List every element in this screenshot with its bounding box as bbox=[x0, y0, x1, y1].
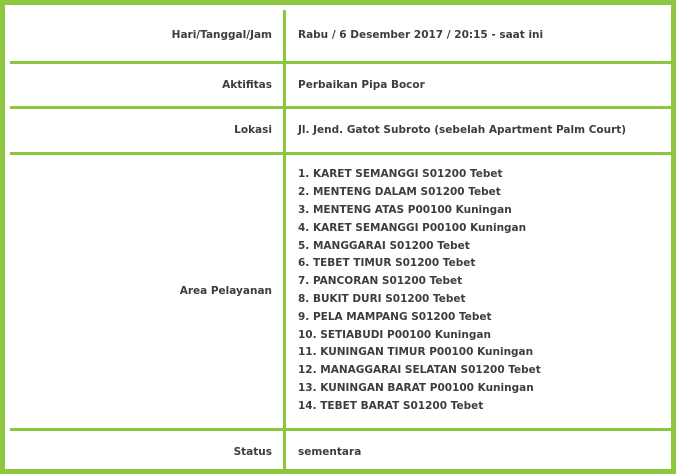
info-table bbox=[10, 10, 676, 474]
list-item: 13. KUNINGAN BARAT P00100 Kuningan bbox=[298, 381, 534, 394]
list-item: 8. BUKIT DURI S01200 Tebet bbox=[298, 293, 466, 305]
location-label: Lokasi bbox=[10, 107, 285, 153]
list-item: 9. PELA MAMPANG S01200 Tebet bbox=[298, 310, 492, 323]
service-area-list bbox=[298, 166, 676, 415]
list-item: 5. MANGGARAI S01200 Tebet bbox=[298, 239, 470, 252]
list-item: 6. TEBET TIMUR S01200 Tebet bbox=[298, 257, 476, 270]
activity-label: Aktifitas bbox=[10, 62, 285, 107]
list-item: 11. KUNINGAN TIMUR P00100 Kuningan bbox=[298, 346, 534, 359]
time-value: Rabu / 6 Desember 2017 / 20:15 - saat ini bbox=[285, 10, 676, 62]
service-area-value bbox=[285, 153, 676, 429]
list-item: 10. SETIABUDI P00100 Kuningan bbox=[298, 328, 491, 341]
list-item: 14. TEBET BARAT S01200 Tebet bbox=[298, 399, 484, 412]
list-item: 4. KARET SEMANGGI P00100 Kuningan bbox=[298, 221, 527, 234]
list-item: 3. MENTENG ATAS P00100 Kuningan bbox=[298, 204, 512, 217]
list-item: 2. MENTENG DALAM S01200 Tebet bbox=[298, 186, 501, 199]
status-value: sementara bbox=[285, 429, 676, 474]
row-activity bbox=[10, 62, 676, 107]
activity-value: Perbaikan Pipa Bocor bbox=[285, 62, 676, 107]
list-item: 7. PANCORAN S01200 Tebet bbox=[298, 275, 463, 288]
list-item: 1. KARET SEMANGGI S01200 Tebet bbox=[298, 168, 503, 181]
location-value: Jl. Jend. Gatot Subroto (sebelah Apartment Palm Court) bbox=[285, 107, 676, 153]
time-label: Hari/Tanggal/Jam bbox=[10, 10, 285, 62]
status-label: Status bbox=[10, 429, 285, 474]
row-service-area bbox=[10, 153, 676, 429]
list-item: 12. MANAGGARAI SELATAN S01200 Tebet bbox=[298, 364, 541, 377]
service-area-label: Area Pelayanan bbox=[10, 153, 285, 429]
row-time bbox=[10, 10, 676, 62]
row-location bbox=[10, 107, 676, 153]
row-status bbox=[10, 429, 676, 474]
